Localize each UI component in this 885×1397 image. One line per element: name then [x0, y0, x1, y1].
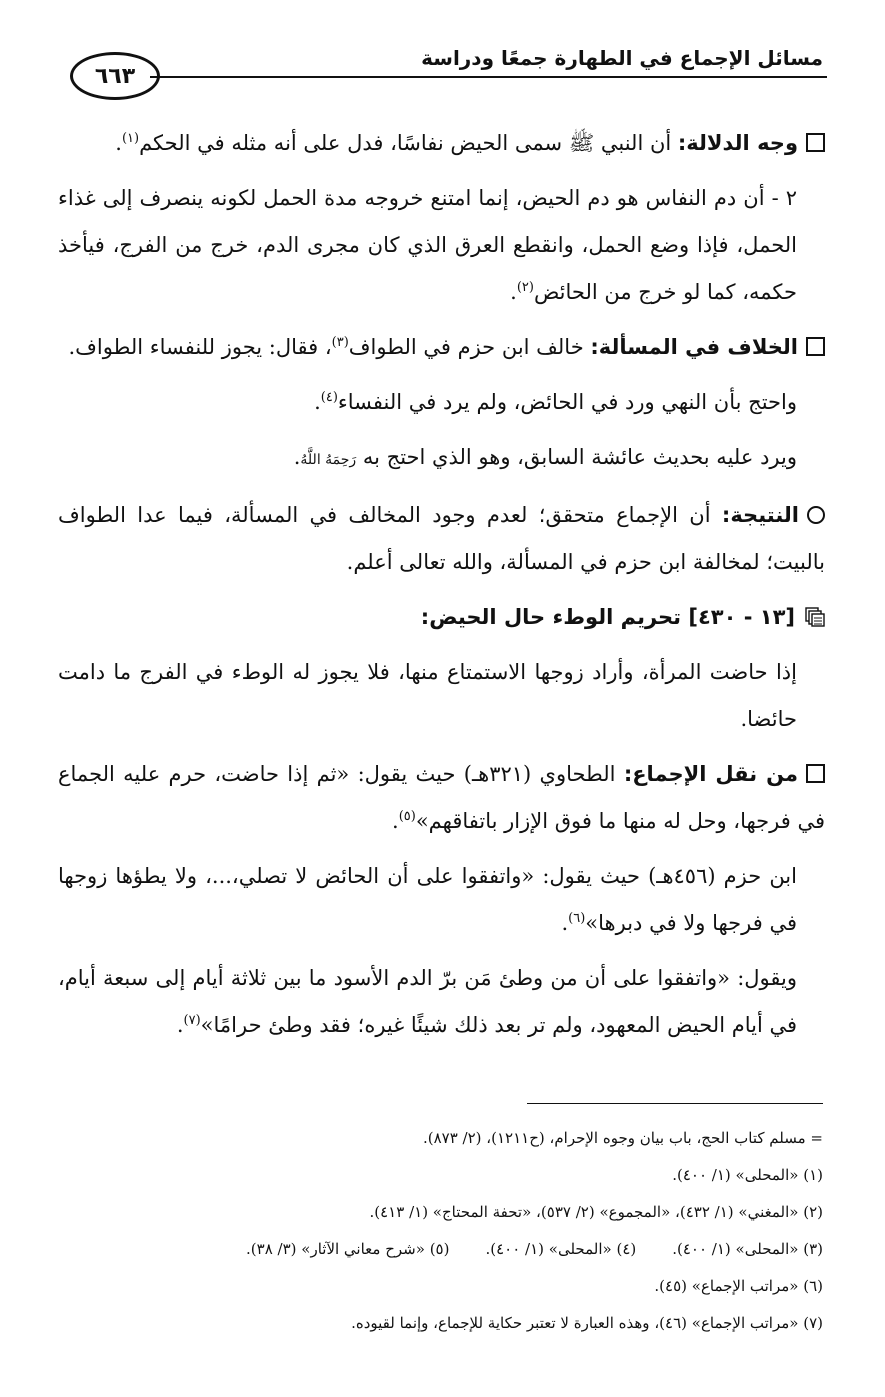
paragraph-text: ٢ - أن دم النفاس هو دم الحيض، إنما امتنع خروجه مدة الحمل لكونه ينصرف إلى غذاء الحمل، فإذا وضع الحمل، وانقطع العرق الذي كان مجرى الدم، خرج من الفرج، فيأخذ حكمه، كما لو خرج من الحائض	[58, 186, 797, 304]
running-title: مسائل الإجماع في الطهارة جمعًا ودراسة	[421, 46, 823, 70]
square-bullet-icon	[806, 337, 825, 356]
paragraph-end: .	[293, 445, 301, 469]
circle-bullet-icon	[807, 506, 825, 524]
paragraph-result	[58, 492, 825, 586]
footnote-continuation: = مسلم كتاب الحج، باب بيان وجوه الإحرام، (ح١٢١١)، (٢/ ٨٧٣).	[422, 1129, 823, 1147]
paragraph-text: إذا حاضت المرأة، وأراد زوجها الاستمتاع منها، فلا يجوز له الوطء في الفرج ما دامت حائضا.	[58, 660, 797, 731]
paragraph-dispute	[58, 324, 825, 371]
paragraph-text: ويرد عليه بحديث عائشة السابق، وهو الذي احتج به	[362, 445, 797, 469]
paragraph-text: ابن حزم (٤٥٦هـ) حيث يقول: «واتفقوا على أن الحائض لا تصلي،...، ولا يطؤها زوجها في فرجها ولا في دبرها»	[58, 864, 797, 935]
paragraph-label: من نقل الإجماع:	[623, 762, 798, 786]
paragraph-consensus	[58, 751, 825, 845]
footnote-ref: (٦)	[568, 911, 586, 926]
paragraph-rebuttal	[58, 434, 825, 484]
page-number-badge	[70, 52, 160, 100]
footnote-separator	[527, 1103, 823, 1104]
paragraph-label: وجه الدلالة:	[677, 131, 798, 155]
footnote-row-3-5	[58, 1231, 823, 1268]
footnote-ref: (٤)	[320, 390, 338, 405]
footnote-2: (٢) «المغني» (١/ ٤٣٢)، «المجموع» (٢/ ٥٣٧)، «تحفة المحتاج» (١/ ٤١٣).	[369, 1203, 823, 1221]
footnotes	[58, 1120, 823, 1342]
footnote-ref: (٣)	[331, 335, 349, 350]
paragraph-ibn-hazm	[58, 853, 825, 947]
footnote-ref: (٢)	[516, 280, 534, 295]
paragraph-text: واحتج بأن النهي ورد في الحائض، ولم يرد في النفساء	[337, 390, 797, 414]
paragraph-indication	[58, 120, 825, 167]
paragraph-text: أن النبي ﷺ سمى الحيض نفاسًا، فدل على أنه مثله في الحكم	[139, 131, 678, 155]
paragraph-text: الطحاوي (٣٢١هـ) حيث يقول: «ثم إذا حاضت، حرم عليه الجماع في فرجها، وحل له منها ما فوق الإزار باتفاقهم»	[58, 762, 825, 833]
footnote-ref: (٥)	[398, 809, 416, 824]
paragraph-text: خالف ابن حزم في الطواف	[348, 335, 591, 359]
paragraph-text-continued: ، فقال: يجوز للنفساء الطواف.	[68, 335, 332, 359]
paragraph-end: .	[510, 280, 517, 304]
paragraph-argument	[58, 379, 825, 426]
footnote-ref: (٧)	[183, 1013, 201, 1028]
paragraph-end: .	[176, 1013, 184, 1037]
square-bullet-icon	[806, 133, 825, 152]
square-bullet-icon	[806, 764, 825, 783]
footnote-5: (٥) «شرح معاني الآثار» (٣/ ٣٨).	[246, 1240, 450, 1258]
page-number: ٦٦٣	[94, 63, 136, 89]
section-heading-text: [١٣ - ٤٣٠] تحريم الوطء حال الحيض:	[420, 605, 795, 629]
paragraph-label: النتيجة:	[721, 503, 799, 527]
footnote-3: (٣) «المحلى» (١/ ٤٠٠).	[672, 1240, 823, 1258]
paragraph-label: الخلاف في المسألة:	[590, 335, 798, 359]
paragraph-text: ويقول: «واتفقوا على أن من وطئ مَن برّ الدم الأسود ما بين ثلاثة أيام إلى سبعة أيام، في أيام الحيض المعهود، ولم تر بعد ذلك شيئًا غيره؛ فقد وطئ حرامًا»	[58, 966, 797, 1037]
paragraph-text: أن الإجماع متحقق؛ لعدم وجود المخالف في المسألة، فيما عدا الطواف بالبيت؛ لمخالفة ابن حزم في المسألة، والله تعالى أعلم.	[58, 503, 825, 574]
paragraph-end: .	[115, 131, 122, 155]
paragraph-end: .	[392, 809, 399, 833]
section-heading	[58, 594, 825, 641]
footnote-6: (٦) «مراتب الإجماع» (٤٥).	[654, 1277, 823, 1295]
honorific-glyph: رَحِمَهُ اللَّهُ	[300, 452, 357, 468]
footnote-7: (٧) «مراتب الإجماع» (٤٦)، وهذه العبارة لا تعتبر حكاية للإجماع، وإنما لقيوده.	[351, 1314, 823, 1332]
paragraph-ibn-hazm-2	[58, 955, 825, 1049]
stacked-pages-icon	[805, 607, 825, 627]
header-rule	[150, 76, 827, 78]
paragraph-end: .	[314, 390, 321, 414]
footnote-4: (٤) «المحلى» (١/ ٤٠٠).	[485, 1240, 637, 1258]
paragraph-rule	[58, 649, 825, 743]
footnote-ref: (١)	[121, 131, 140, 146]
paragraph-argument-2	[58, 175, 825, 316]
paragraph-end: .	[561, 911, 569, 935]
main-text	[58, 120, 825, 1057]
footnote-1: (١) «المحلى» (١/ ٤٠٠).	[672, 1166, 823, 1184]
